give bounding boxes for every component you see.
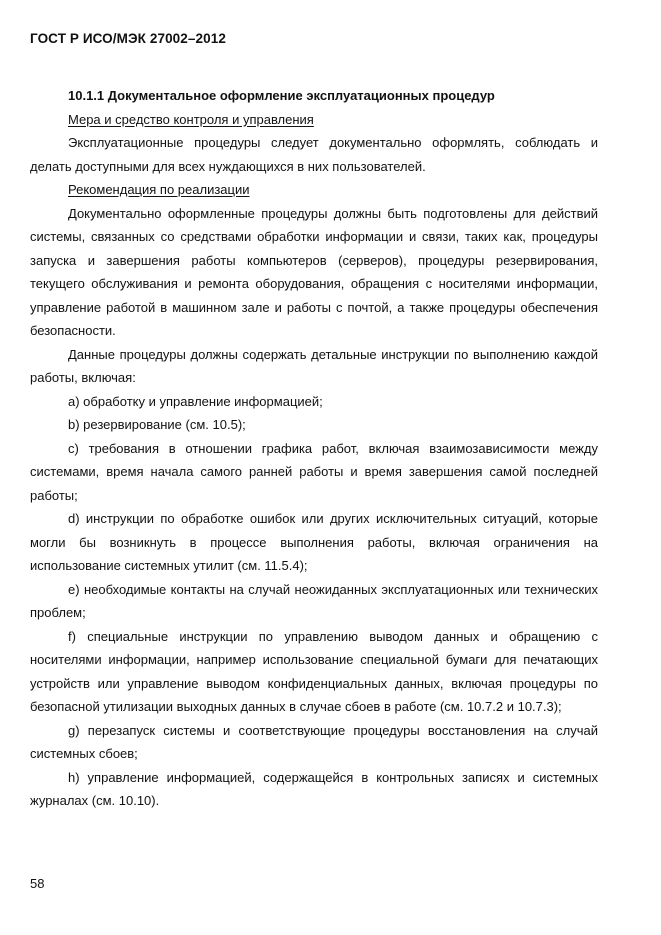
list-item: d) инструкции по обработке ошибок или других исключительных ситуаций, которые могли бы возникнуть в процессе выполнения работы, включая ограничения на использование системных утилит (см. 11.5.4); bbox=[30, 511, 598, 573]
control-text: Эксплуатационные процедуры следует документально оформлять, соблюдать и делать доступными для всех нуждающихся в них пользователей. bbox=[30, 135, 598, 174]
document-header: ГОСТ Р ИСО/МЭК 27002–2012 bbox=[30, 31, 226, 46]
list-item: h) управление информацией, содержащейся в контрольных записях и системных журналах (см. 10.10). bbox=[30, 769, 598, 808]
list-item: e) необходимые контакты на случай неожиданных эксплуатационных или технических проблем; bbox=[30, 581, 598, 620]
list-item: a) обработку и управление информацией; bbox=[68, 393, 323, 409]
control-label: Мера и средство контроля и управления bbox=[68, 111, 314, 127]
list-item: g) перезапуск системы и соответствующие процедуры восстановления на случай системных сбоев; bbox=[30, 722, 598, 761]
paragraph: Документально оформленные процедуры должны быть подготовлены для действий системы, связанных со средствами обработки информации и связи, таких как, процедуры запуска и завершения работы компьютеров (серверов), процедуры резервирования, текущего обслуживания и ремонта оборудования, обращения с носителями информации, управление работой в машинном зале и работы с почтой, а также процедуры обеспечения безопасности. bbox=[30, 205, 598, 338]
list-item: f) специальные инструкции по управлению выводом данных и обращению с носителями информации, например использование специальной бумаги для печатающих устройств или управление выводом конфиденциальных данных, включая процедуры по безопасной утилизации выходных данных в случае сбоев в работе (см. 10.7.2 и 10.7.3); bbox=[30, 628, 598, 714]
list-item: b) резервирование (см. 10.5); bbox=[68, 417, 246, 432]
section-heading: 10.1.1 Документальное оформление эксплуатационных процедур bbox=[68, 88, 495, 103]
list-item: c) требования в отношении графика работ, включая взаимозависимости между системами, время начала самого ранней работы и время завершения самой последней работы; bbox=[30, 440, 598, 503]
paragraph: Данные процедуры должны содержать детальные инструкции по выполнению каждой работы, включая: bbox=[30, 346, 598, 385]
page-number: 58 bbox=[30, 876, 45, 891]
control-label-line bbox=[30, 108, 598, 132]
guidance-label-line bbox=[30, 178, 598, 202]
document-body bbox=[30, 84, 598, 813]
guidance-label: Рекомендация по реализации bbox=[68, 182, 250, 197]
